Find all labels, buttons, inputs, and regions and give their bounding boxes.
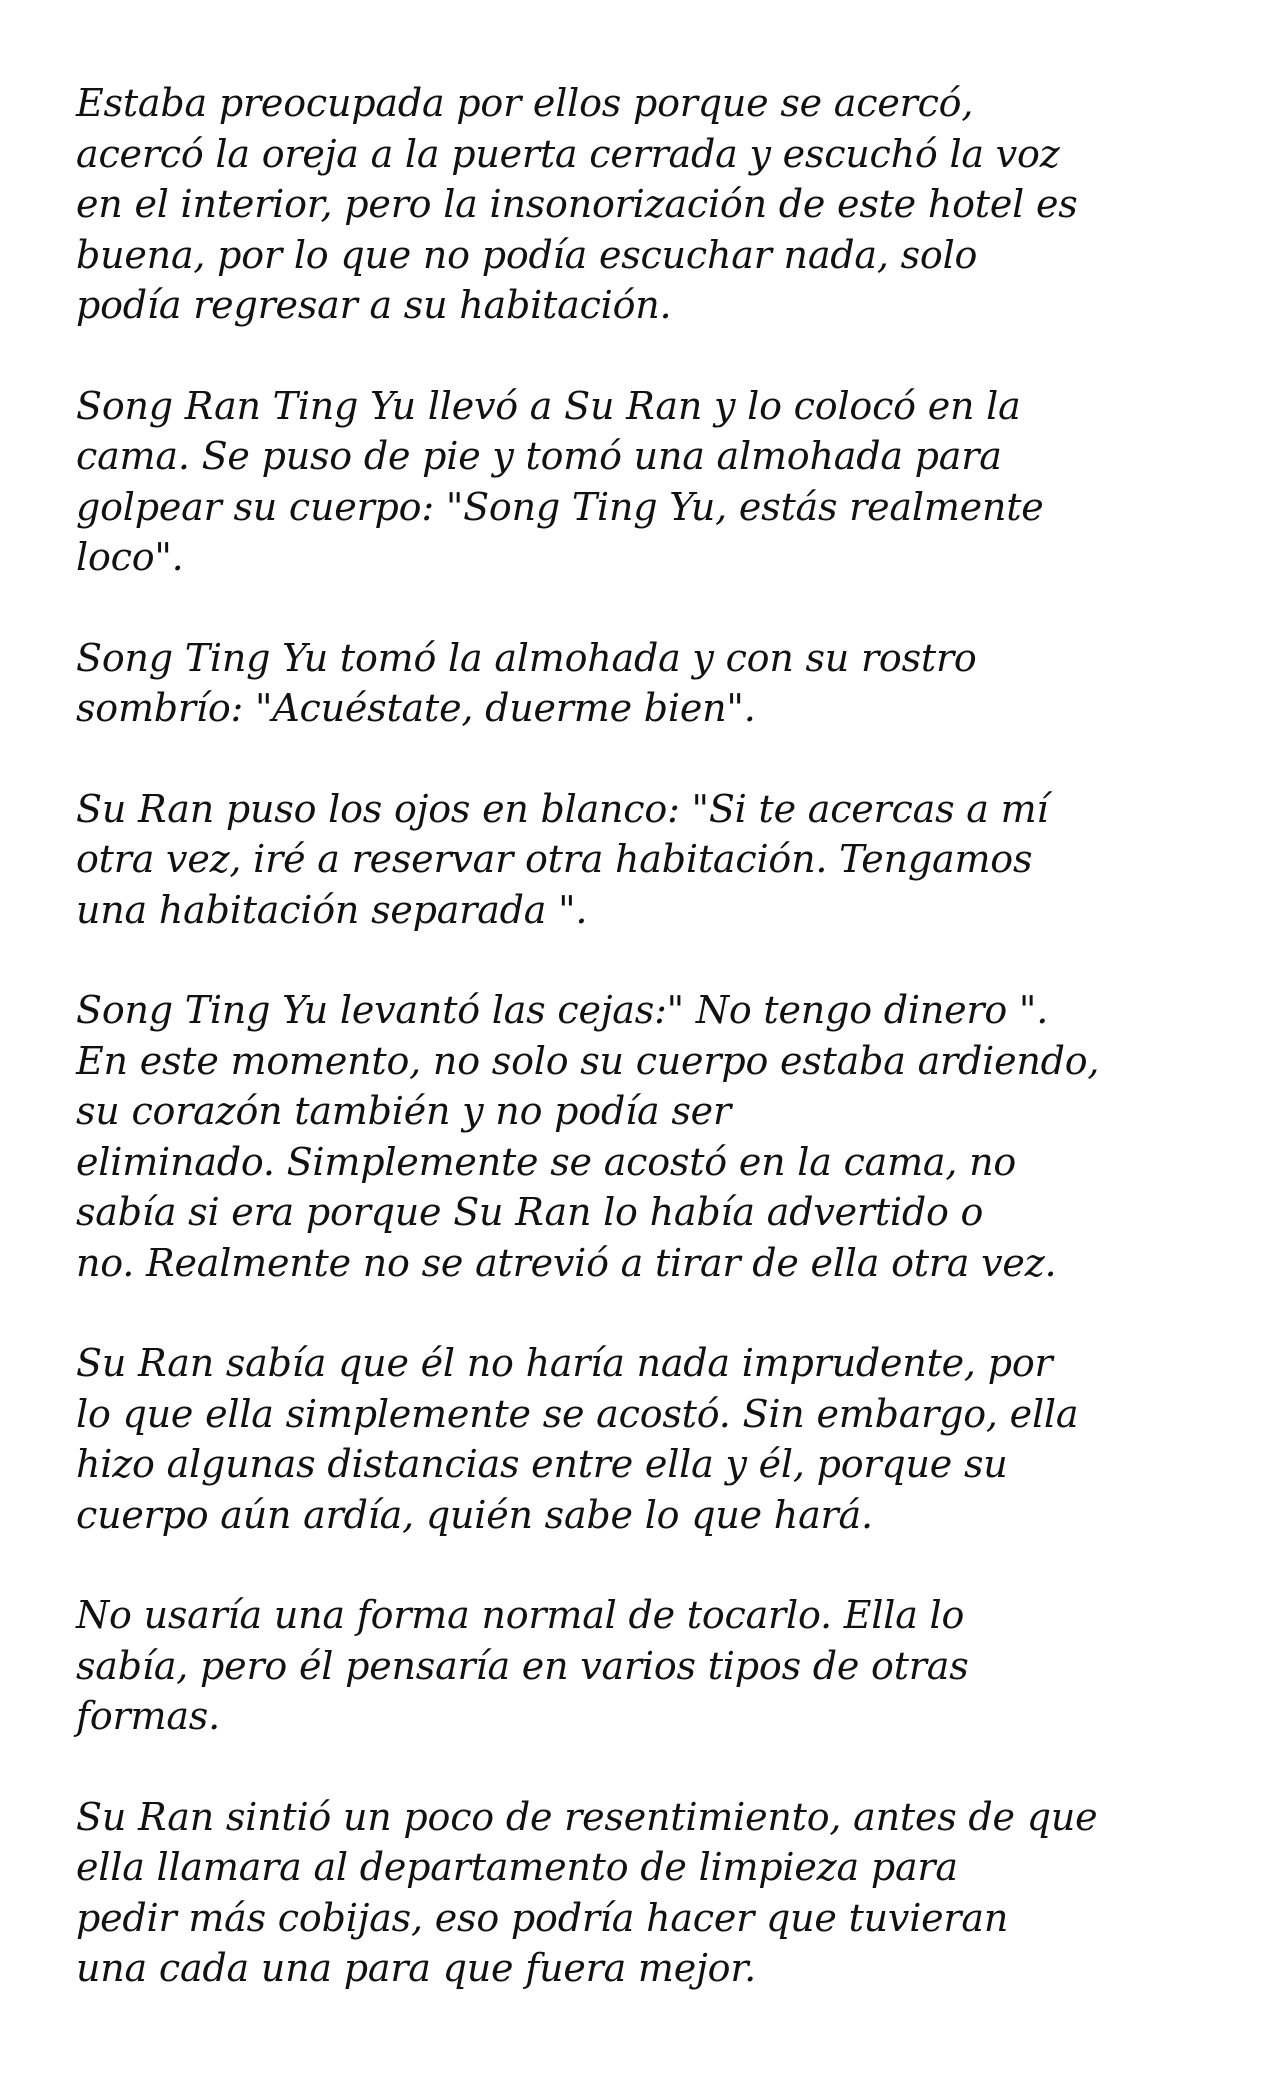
text-line: otra vez, iré a reservar otra habitación. Tengamos <box>76 837 1033 881</box>
text-line: en el interior, pero la insonorización de este hotel es <box>76 182 1078 226</box>
text-line: Song Ran Ting Yu llevó a Su Ran y lo colocó en la <box>76 383 1021 428</box>
paragraph-1 <box>76 78 1206 331</box>
paragraph-4 <box>76 784 1206 936</box>
paragraph-5 <box>76 985 1206 1288</box>
text-line: Song Ting Yu tomó la almohada y con su rostro <box>76 635 977 680</box>
text-line: no. Realmente no se atrevió a tirar de ella otra vez. <box>76 1240 1057 1285</box>
text-line: ella llamara al departamento de limpieza para <box>76 1845 958 1889</box>
story-text <box>76 78 1206 2044</box>
text-line: sabía, pero él pensaría en varios tipos de otras <box>76 1643 969 1688</box>
text-line: Estaba preocupada por ellos porque se acercó, <box>76 81 974 125</box>
text-line: formas. <box>76 1694 220 1738</box>
paragraph-8 <box>76 1792 1206 1994</box>
text-line: cuerpo aún ardía, quién sabe lo que hará. <box>76 1492 873 1537</box>
text-line: En este momento, no solo su cuerpo estaba ardiendo, <box>76 1038 1100 1083</box>
text-line: Su Ran sintió un poco de resentimiento, antes de que <box>76 1794 1098 1839</box>
text-line: pedir más cobijas, eso podría hacer que tuvieran <box>76 1895 1009 1940</box>
text-line: buena, por lo que no podía escuchar nada, solo <box>76 232 978 277</box>
text-line: Su Ran sabía que él no haría nada imprudente, por <box>76 1341 1053 1385</box>
text-line: lo que ella simplemente se acostó. Sin embargo, ella <box>76 1391 1079 1436</box>
text-line: No usaría una forma normal de tocarlo. Ella lo <box>76 1593 965 1637</box>
text-line: podía regresar a su habitación. <box>76 283 672 327</box>
text-line: eliminado. Simplemente se acostó en la cama, no <box>76 1139 1017 1184</box>
text-line: Su Ran puso los ojos en blanco: "Si te acercas a mí <box>76 786 1049 831</box>
text-line: loco". <box>76 535 184 579</box>
paragraph-2 <box>76 381 1206 583</box>
text-line: sabía si era porque Su Ran lo había advertido o <box>76 1190 984 1234</box>
text-line: su corazón también y no podía ser <box>76 1089 731 1133</box>
text-line: cama. Se puso de pie y tomó una almohada para <box>76 434 1002 478</box>
text-line: golpear su cuerpo: "Song Ting Yu, estás realmente <box>76 484 1044 529</box>
paragraph-7 <box>76 1590 1206 1742</box>
text-line: sombrío: "Acuéstate, duerme bien". <box>76 686 756 730</box>
text-line: una cada una para que fuera mejor. <box>76 1946 756 1990</box>
paragraph-6 <box>76 1338 1206 1540</box>
text-line: Song Ting Yu levantó las cejas:" No tengo dinero ". <box>76 988 1049 1032</box>
text-line: acercó la oreja a la puerta cerrada y escuchó la voz <box>76 131 1060 176</box>
text-line: una habitación separada ". <box>76 887 588 932</box>
paragraph-3 <box>76 633 1206 734</box>
text-line: hizo algunas distancias entre ella y él, porque su <box>76 1442 1008 1486</box>
